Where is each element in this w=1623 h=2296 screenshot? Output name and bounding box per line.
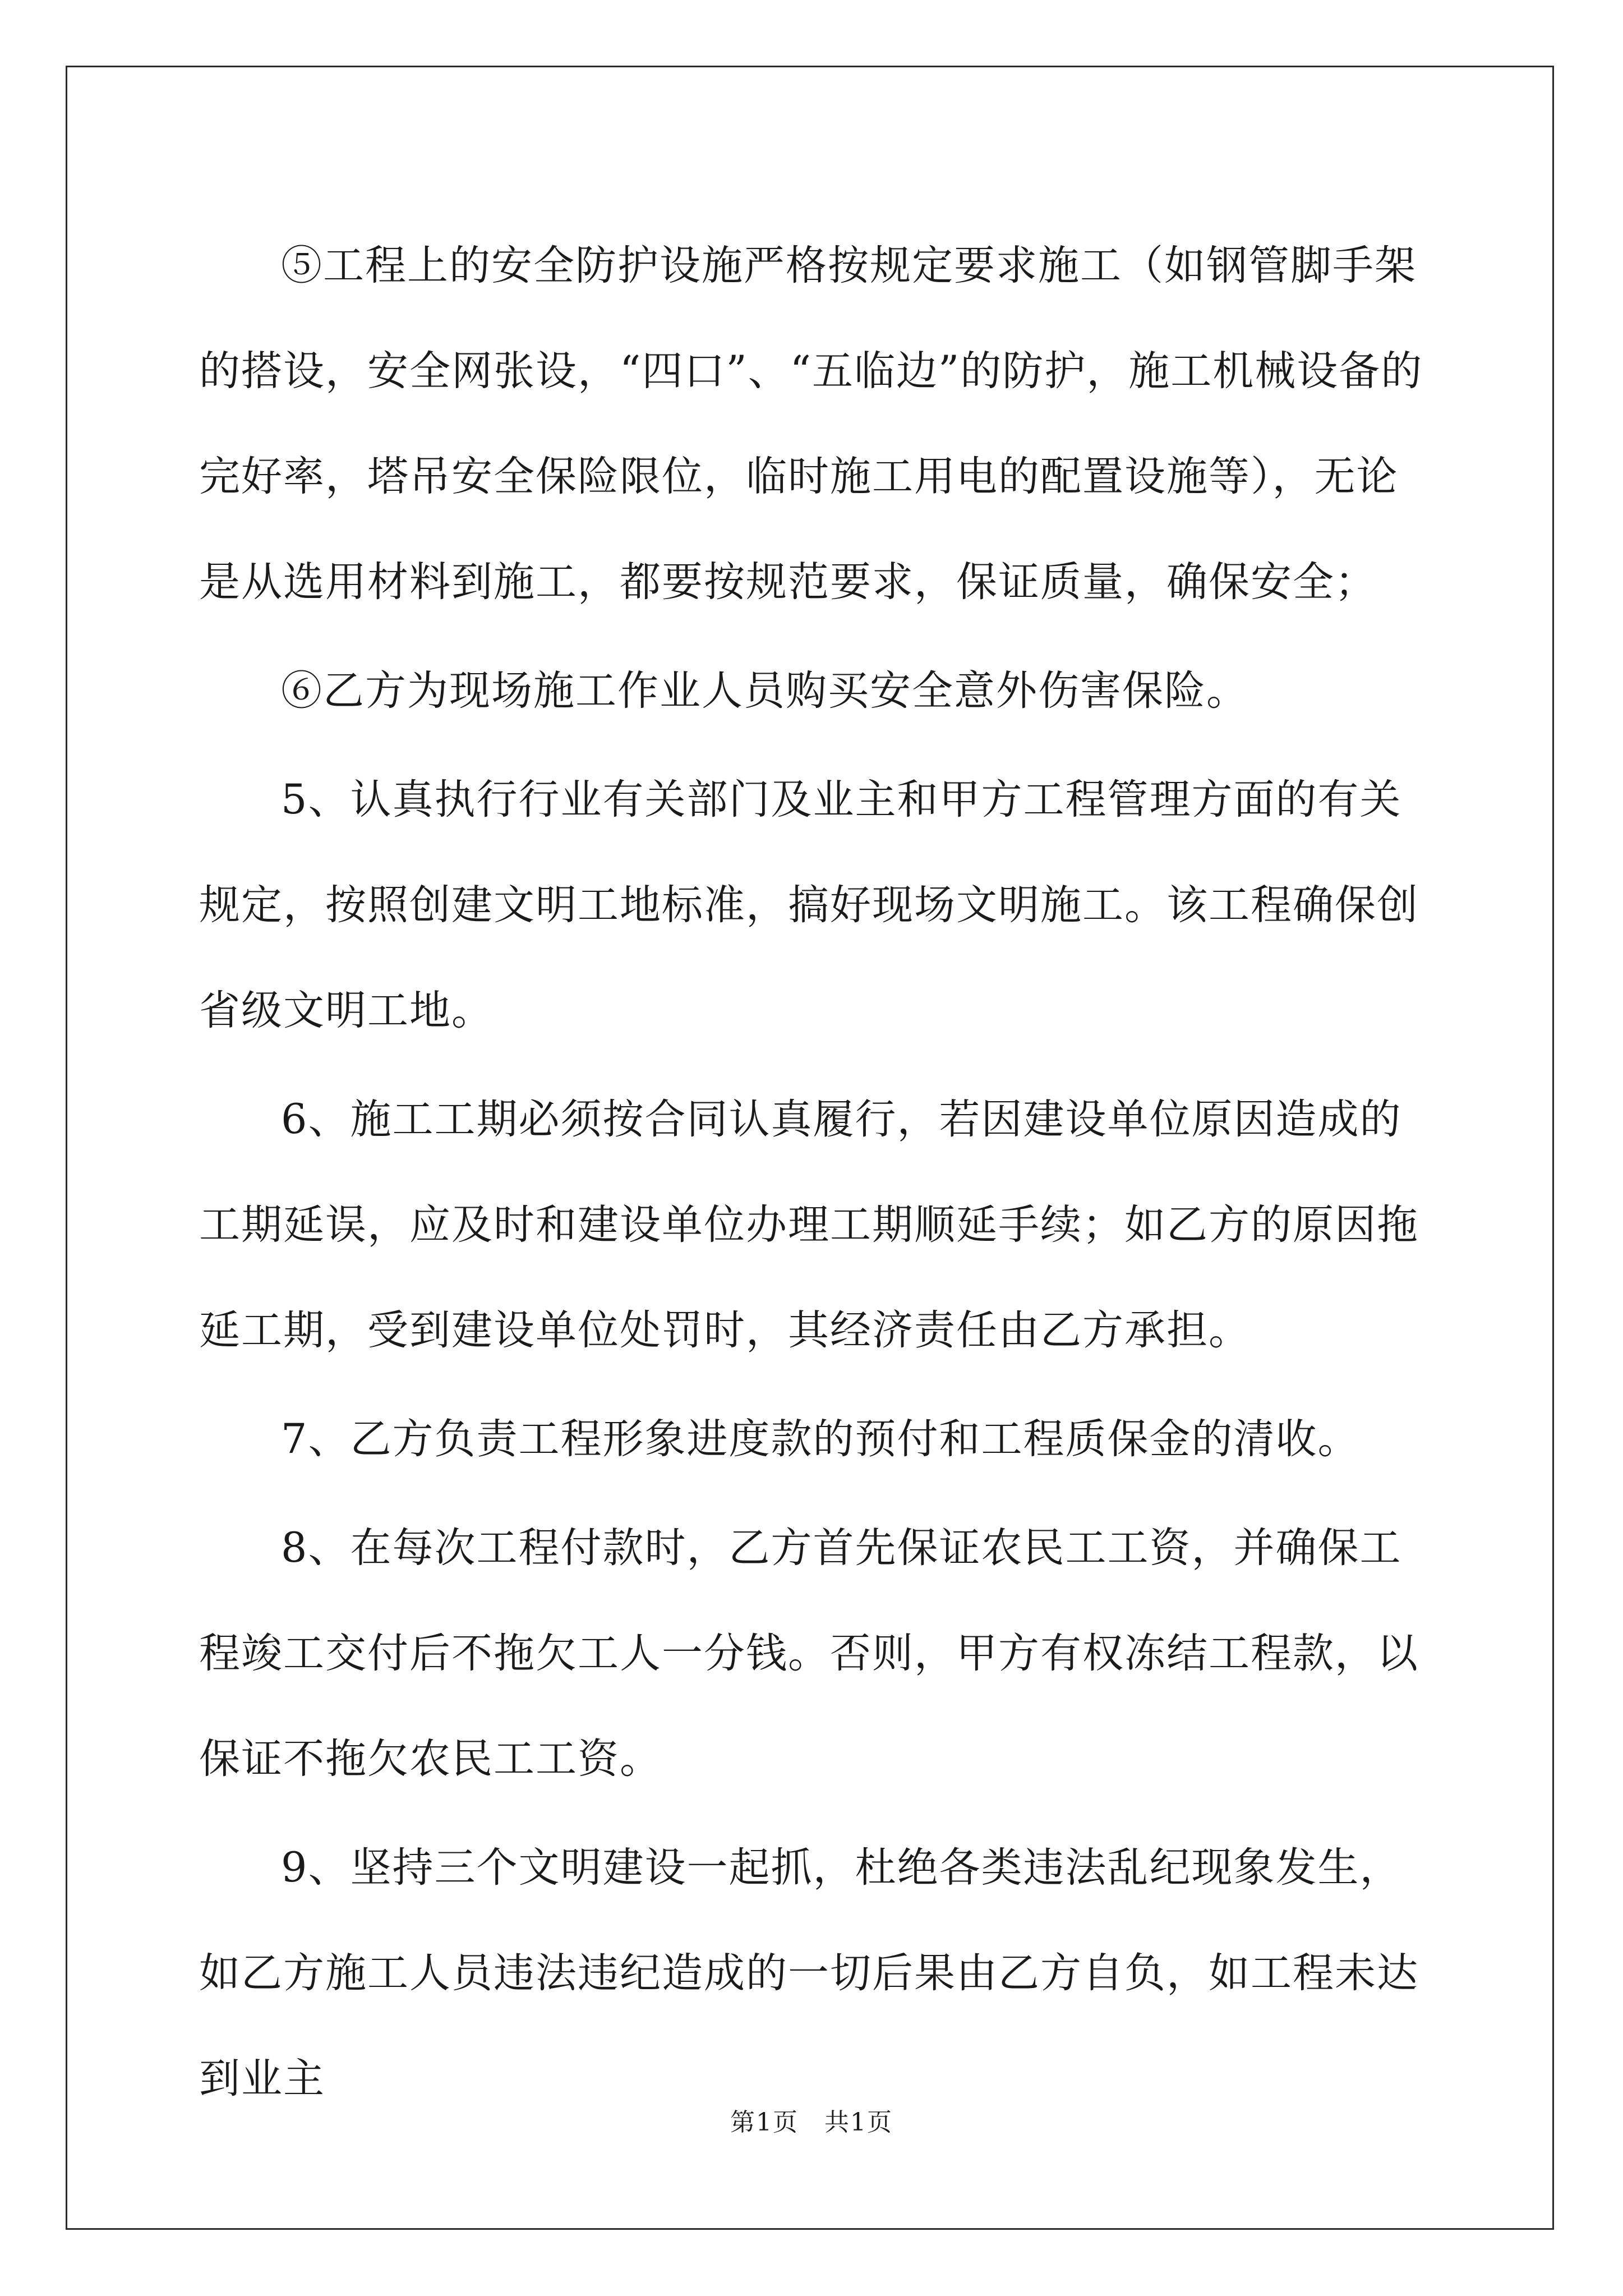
paragraph-safety-facilities: ⑤工程上的安全防护设施严格按规定要求施工（如钢管脚手架的搭设，安全网张设，“四口”、“五临边”的防护，施工机械设备的完好率，塔吊安全保险限位，临时施工用电的配置设施等），无论是从选用材料到施工，都要按规范要求，保证质量，确保安全； (199, 242, 1423, 606)
paragraph-item-5: 5、认真执行行业有关部门及业主和甲方工程管理方面的有关规定，按照创建文明工地标准，搞好现场文明施工。该工程确保创省级文明工地。 (199, 776, 1419, 1034)
document-body (199, 213, 1433, 2135)
page-footer: 第1页 共1页 (730, 2108, 893, 2137)
paragraph-item-7: 7、乙方负责工程形象进度款的预付和工程质保金的清收。 (281, 1415, 1360, 1463)
paragraph-insurance: ⑥乙方为现场施工作业人员购买安全意外伤害保险。 (281, 667, 1248, 715)
paragraph-item-8: 8、在每次工程付款时，乙方首先保证农民工工资，并确保工程竣工交付后不拖欠工人一分钱。否则，甲方有权冻结工程款，以保证不拖欠农民工工资。 (199, 1524, 1419, 1783)
paragraph-item-6: 6、施工工期必须按合同认真履行，若因建设单位原因造成的工期延误，应及时和建设单位办理工期顺延手续；如乙方的原因拖延工期，受到建设单位处罚时，其经济责任由乙方承担。 (199, 1096, 1419, 1354)
paragraph-item-9: 9、坚持三个文明建设一起抓，杜绝各类违法乱纪现象发生，如乙方施工人员违法违纪造成的一切后果由乙方自负，如工程未达到业主 (199, 1844, 1419, 2102)
